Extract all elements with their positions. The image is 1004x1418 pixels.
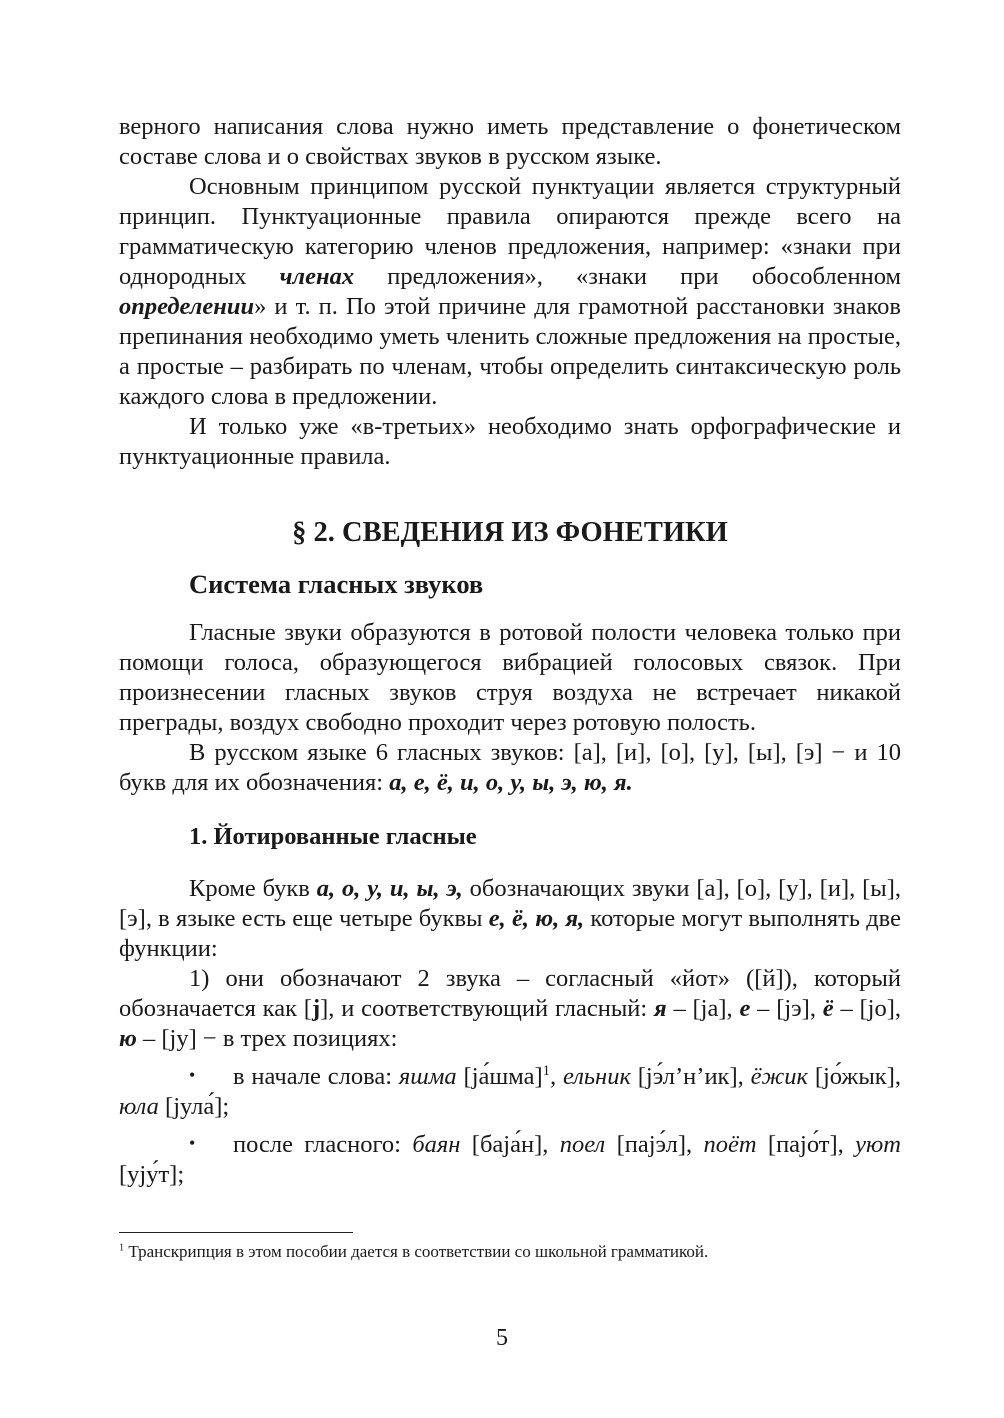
transcription: [уjу́т]; [119,1161,185,1188]
text-run: ], и соответствующий гласный: [320,995,655,1022]
letter-e: е [739,995,751,1022]
text-run: , [549,1063,563,1090]
example-word: ёжик [750,1063,808,1090]
text-run: Основным принципом русской пунктуации является структурный принцип. Пунктуационные правила опираются прежде всего на грамматическую категорию членов предложения, например: «знаки при однородных [119,173,901,290]
transcription: [jэ́л’н’ик], [630,1063,751,1090]
page-body [119,112,901,1190]
text-run: – [jу] − в трех позициях: [136,1025,398,1052]
text-run: обозначающих звуки [а], [о], [у], [и], [ы], [э], в языке есть еще четыре буквы [119,875,901,932]
text-run: в начале слова: [233,1063,399,1090]
transcription: [jа́шма] [456,1063,543,1090]
emphasis-letters: е, ё, ю, я, [488,905,585,932]
letter-yu: ю [119,1025,137,1052]
footnote-mark: 1 [119,1242,125,1254]
paragraph-iotated-intro [119,874,901,964]
paragraph-text: верного написания слова нужно иметь представление о фонетическом составе слова и о свойствах звуков в русском языке. [119,113,901,170]
text-run: после гласного: [233,1131,413,1158]
transcription: [баjа́н], [460,1131,560,1158]
paragraph-punctuation-principle [119,172,901,412]
subsection-title: Система гласных звуков [189,569,484,599]
bullet-glyph: • [189,1065,196,1085]
text-run: которые могут выполнять две функции: [119,905,901,962]
example-word: поёт [703,1131,757,1158]
text-run: 1) они обозначают 2 звука – согласный «йот» ([й]), который обозначается как [ [119,965,901,1022]
vowel-letters-list: а, е, ё, и, о, у, ы, э, ю, я. [389,769,633,796]
paragraph-vowel-formation [119,618,901,738]
transcription: [jо́жык], [807,1063,901,1090]
footnote-divider [119,1232,353,1233]
letter-yo: ё [822,995,834,1022]
subsubsection-title: 1. Йотированные гласные [189,823,477,850]
paragraph-vowel-count [119,738,901,798]
footnote [119,1241,901,1263]
footnote-text: Транскрипция в этом пособии дается в соответствии со школьной грамматикой. [124,1242,709,1261]
text-run: – [jэ], [750,995,823,1022]
text-run: предложения», «знаки при обособленном [354,263,902,290]
text-run: В русском языке 6 гласных звуков: [а], [и], [о], [у], [ы], [э] − и 10 букв для их обозначения: [119,739,901,796]
example-word: ельник [562,1063,631,1090]
transcription: [паjэ́л], [605,1131,704,1158]
emphasis-word: членах [279,263,355,290]
text-run: Кроме букв [189,875,317,902]
emphasis-word: определении [119,293,255,320]
paragraph-text: И только уже «в-третьих» необходимо знать орфографические и пунктуационные правила. [119,413,901,470]
page-number: 5 [496,1325,508,1351]
text-run: – [jо], [833,995,902,1022]
bullet-word-start [119,1060,901,1122]
bullet-glyph: • [189,1133,196,1153]
bullet-icon [189,1060,233,1092]
bullet-icon [189,1128,233,1160]
letter-ya: я [654,995,667,1022]
jot-symbol: j [311,995,321,1022]
transcription: [паjо́т], [756,1131,856,1158]
example-word: яшма [398,1063,457,1090]
section-title: § 2. СВЕДЕНИЯ ИЗ ФОНЕТИКИ [292,517,728,548]
text-run: – [jа], [666,995,740,1022]
paragraph-thirdly [119,412,901,472]
paragraph-text: Гласные звуки образуются в ротовой полости человека только при помощи голоса, образующегося вибрацией голосовых связок. При произнесении гласных звуков струя воздуха не встречает никакой преграды, воздух свободно проходит через ротовую полость. [119,619,901,736]
text-run: » и т. п. По этой причине для грамотной расстановки знаков препинания необходимо уметь членить сложные предложения на простые, а простые – разбирать по членам, чтобы определить синтаксическую роль каждого слова в предложении. [119,293,901,410]
transcription: [jула́]; [158,1093,230,1120]
example-word: юла [119,1093,159,1120]
example-word: уют [855,1131,901,1158]
paragraph-intro-continuation [119,112,901,172]
emphasis-letters: а, о, у, и, ы, э, [316,875,463,902]
footnote-reference[interactable]: 1 [542,1062,550,1079]
bullet-after-vowel [119,1128,901,1190]
paragraph-function-one [119,964,901,1054]
example-word: баян [412,1131,461,1158]
example-word: поел [559,1131,606,1158]
